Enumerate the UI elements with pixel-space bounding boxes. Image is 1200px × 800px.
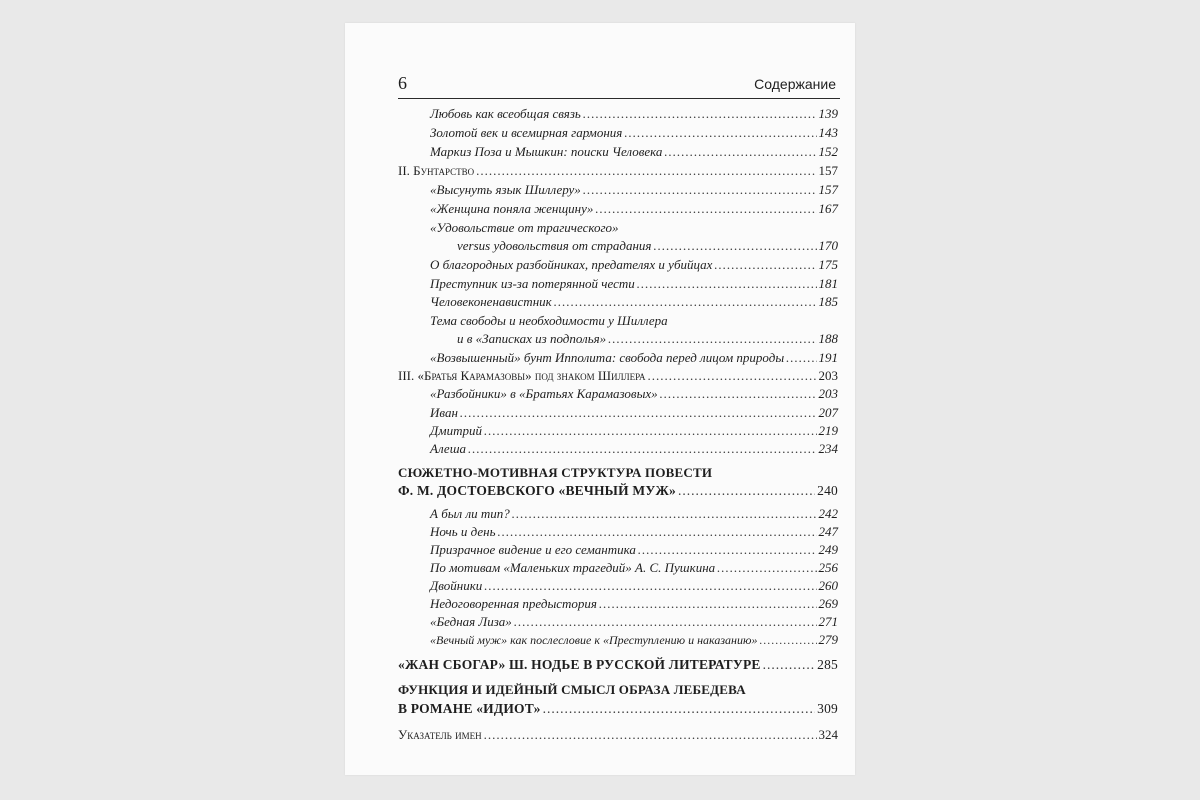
toc-entry-line1: «Удовольствие от трагического» — [430, 220, 619, 235]
toc-entry-page: 170 — [818, 238, 838, 253]
toc-entry — [430, 294, 838, 310]
toc-entry-title: Иван — [430, 405, 458, 420]
page-header — [398, 73, 838, 97]
toc-chapter — [398, 701, 838, 717]
toc-entry-page: 249 — [818, 542, 838, 557]
toc-entry-title: Золотой век и всемирная гармония — [430, 125, 623, 140]
toc-entry-page: 219 — [818, 423, 838, 438]
toc-entry-title: «Возвышенный» бунт Ипполита: свобода перед лицом природы — [430, 350, 785, 365]
toc-entry-title: В РОМАНЕ «ИДИОТ» — [398, 701, 541, 716]
toc-entry — [430, 125, 838, 141]
toc-entry — [430, 386, 838, 402]
toc-entry-page: 203 — [818, 368, 838, 383]
toc-entry-title: Указатель имен — [398, 727, 482, 742]
toc-entry — [430, 596, 838, 612]
toc-entry-page: 157 — [818, 182, 838, 197]
toc-entry-title: «ЖАН СБОГАР» Ш. НОДЬЕ В РУССКОЙ ЛИТЕРАТУРЕ — [398, 657, 761, 672]
toc-entry — [430, 405, 838, 421]
toc-entry — [430, 423, 838, 439]
toc-entry-page: 203 — [818, 386, 838, 401]
toc-entry-page: 175 — [818, 257, 838, 272]
toc-entry-page: 285 — [817, 657, 838, 672]
toc-entry-page: 207 — [818, 405, 838, 420]
toc-entry-title: «Вечный муж» как послесловие к «Преступлению и наказанию» — [430, 633, 758, 647]
toc-section-heading — [398, 163, 838, 179]
toc-entry-title: А был ли тип? — [430, 506, 510, 521]
toc-chapter — [398, 483, 838, 499]
toc-entry-title: Преступник из-за потерянной чести — [430, 276, 635, 291]
running-head: Содержание — [754, 76, 836, 92]
toc-entry — [457, 331, 838, 347]
toc-entry — [430, 578, 838, 594]
toc-entry — [430, 276, 838, 292]
toc-entry-page: 188 — [818, 331, 838, 346]
toc-entry-title: Недоговоренная предыстория — [430, 596, 597, 611]
toc-entry-title: «Высунуть язык Шиллеру» — [430, 182, 581, 197]
toc-entry — [430, 560, 838, 576]
page-number: 6 — [398, 73, 407, 93]
toc-entry — [430, 350, 838, 366]
toc-entry-page: 256 — [818, 560, 838, 575]
toc-entry-line1: Тема свободы и необходимости у Шиллера — [430, 313, 668, 328]
toc-entry-title: Любовь как всеобщая связь — [430, 106, 581, 121]
toc-entry-page: 240 — [817, 483, 838, 498]
toc-entry-page: 309 — [817, 701, 838, 716]
toc-entry-title: Алеша — [430, 441, 467, 456]
toc-entry-page: 167 — [818, 201, 838, 216]
toc-entry-title: и в «Записках из подполья» — [457, 331, 607, 346]
toc-entry-title: По мотивам «Маленьких трагедий» А. С. Пушкина — [430, 560, 716, 575]
toc-entry — [430, 257, 838, 273]
toc-entry-title: «Женщина поняла женщину» — [430, 201, 594, 216]
toc-entry — [430, 614, 838, 630]
toc-entry — [430, 542, 838, 558]
toc-entry — [430, 524, 838, 540]
toc-entry-page: 191 — [818, 350, 838, 365]
toc-entry-page: 234 — [818, 441, 838, 456]
toc-entry-title: II. Бунтарство — [398, 163, 475, 178]
toc-entry — [430, 144, 838, 160]
toc-entry-title: Маркиз Поза и Мышкин: поиски Человека — [430, 144, 663, 159]
toc-entry-page: 324 — [818, 727, 838, 742]
toc-entry-title: О благородных разбойниках, предателях и убийцах — [430, 257, 713, 272]
toc-entry-title: III. «Братья Карамазовы» под знаком Шиллера — [398, 368, 646, 383]
toc-chapter — [398, 657, 838, 673]
toc-entry-page: 269 — [818, 596, 838, 611]
toc-entry-title: Дмитрий — [430, 423, 482, 438]
toc-entry-title: Призрачное видение и его семантика — [430, 542, 636, 557]
toc-entry — [430, 106, 838, 122]
toc-entry-page: 152 — [818, 144, 838, 159]
toc-entry-page: 242 — [818, 506, 838, 521]
toc-entry — [430, 632, 838, 648]
toc-entry-page: 181 — [818, 276, 838, 291]
toc-entry — [430, 506, 838, 522]
toc-entry — [430, 182, 838, 198]
toc-entry-title: Двойники — [430, 578, 483, 593]
toc-chapter-line1: СЮЖЕТНО-МОТИВНАЯ СТРУКТУРА ПОВЕСТИ — [398, 465, 713, 480]
toc-section-heading — [398, 368, 838, 384]
toc-entry-title: «Бедная Лиза» — [430, 614, 512, 629]
toc-entry-title: «Разбойники» в «Братьях Карамазовых» — [430, 386, 658, 401]
toc-entry-title: Человеконенавистник — [430, 294, 552, 309]
toc-entry-page: 271 — [818, 614, 838, 629]
toc-entry-page: 247 — [818, 524, 838, 539]
toc-index — [398, 727, 838, 743]
toc-entry-page: 185 — [818, 294, 838, 309]
toc-entry-title: Ф. М. ДОСТОЕВСКОГО «ВЕЧНЫЙ МУЖ» — [398, 483, 676, 498]
toc-entry-page: 139 — [818, 106, 838, 121]
toc-entry-title: Ночь и день — [430, 524, 496, 539]
header-rule — [398, 98, 840, 99]
toc-entry — [457, 238, 838, 254]
toc-entry-title: versus удовольствия от страдания — [457, 238, 652, 253]
toc-chapter-line1: ФУНКЦИЯ И ИДЕЙНЫЙ СМЫСЛ ОБРАЗА ЛЕБЕДЕВА — [398, 682, 746, 697]
toc-entry — [430, 201, 838, 217]
toc-entry-page: 279 — [818, 632, 838, 647]
toc-entry-page: 143 — [818, 125, 838, 140]
toc-entry — [430, 441, 838, 457]
toc-entry-page: 260 — [818, 578, 838, 593]
toc-entry-page: 157 — [818, 163, 838, 178]
